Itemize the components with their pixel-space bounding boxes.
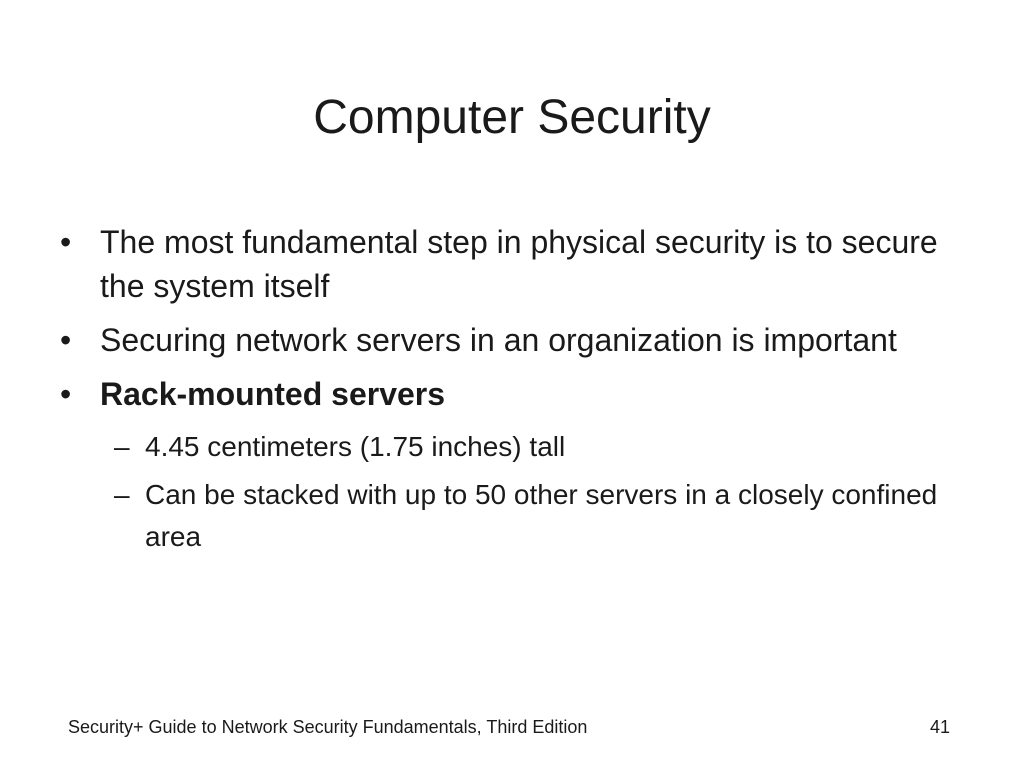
slide-title: Computer Security	[313, 91, 711, 144]
footer-source: Security+ Guide to Network Security Fundamentals, Third Edition	[68, 717, 588, 737]
sub-bullet-marker: –	[114, 479, 130, 510]
bullet-text: Securing network servers in an organization is important	[100, 322, 897, 358]
bullet-marker: •	[60, 322, 72, 358]
sub-bullet-marker: –	[114, 431, 130, 462]
sub-bullet-text: 4.45 centimeters (1.75 inches) tall	[145, 431, 566, 462]
slide-body	[58, 220, 968, 564]
bullet-text: The most fundamental step in physical security is to secure the system itself	[100, 224, 938, 304]
sub-bullet-item	[58, 426, 968, 468]
bullet-item	[58, 372, 968, 416]
bullet-marker: •	[60, 224, 72, 260]
bullet-item	[58, 318, 968, 362]
bullet-text: Rack-mounted servers	[100, 376, 446, 412]
bullet-item	[58, 220, 968, 308]
sub-bullet-item	[58, 474, 968, 558]
sub-bullet-text: Can be stacked with up to 50 other servers in a closely confined area	[145, 479, 938, 552]
bullet-marker: •	[60, 376, 72, 412]
page-number: 41	[929, 717, 950, 737]
